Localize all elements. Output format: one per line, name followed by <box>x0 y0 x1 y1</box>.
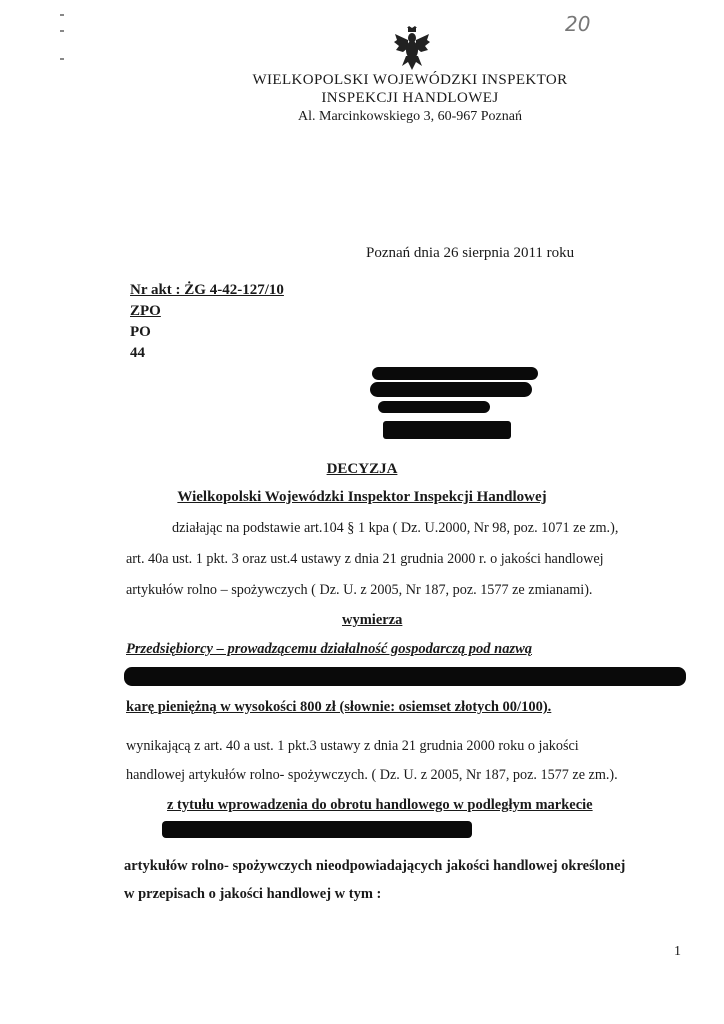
body-line-bold: w przepisach o jakości handlowej w tym : <box>124 886 382 902</box>
body-line: działając na podstawie art.104 § 1 kpa ( Dz. U.2000, Nr 98, poz. 1071 ze zm.), <box>172 520 619 536</box>
body-line: artykułów rolno- spożywczych nieodpowiadających jakości handlowej określonej <box>124 858 626 874</box>
entrepreneur-line: Przedsiębiorcy – prowadzącemu działalność gospodarczą pod nazwą <box>126 641 533 657</box>
header-inspection-title: INSPEKCJI HANDLOWEJ <box>321 90 499 106</box>
body-line: handlowej artykułów rolno- spożywczych. ( Dz. U. z 2005, Nr 187, poz. 1577 ze zm.). <box>126 767 618 783</box>
redaction-bar <box>162 821 472 838</box>
redaction-bar <box>372 367 538 380</box>
case-number: Nr akt : ŻG 4-42-127/10 <box>130 282 284 298</box>
redaction-bar <box>383 421 511 439</box>
ref-number: 44 <box>130 345 145 361</box>
body-line: wynikającą z art. 40 a ust. 1 pkt.3 ustawy z dnia 21 grudnia 2000 roku o jakości <box>126 738 579 754</box>
body-line: art. 40a ust. 1 pkt. 3 oraz ust.4 ustawy z dnia 21 grudnia 2000 r. o jakości handlowej <box>126 551 604 567</box>
handwritten-page-mark: 20 <box>565 12 591 36</box>
redaction-bar <box>124 667 686 686</box>
body-line: artykułów rolno – spożywczych ( Dz. U. z 2005, Nr 187, poz. 1577 ze zmianami). <box>126 582 593 598</box>
header-inspector-title: WIELKOPOLSKI WOJEWÓDZKI INSPEKTOR <box>252 72 568 88</box>
margin-mark <box>60 58 64 60</box>
document-date: Poznań dnia 26 sierpnia 2011 roku <box>366 245 575 261</box>
redaction-bar <box>370 382 532 397</box>
polish-eagle-emblem <box>393 26 431 72</box>
body-line <box>124 886 381 903</box>
header-address: Al. Marcinkowskiego 3, 60-967 Poznań <box>298 109 522 124</box>
margin-mark <box>60 14 64 16</box>
decision-title: DECYZJA <box>326 461 398 477</box>
page-number: 1 <box>674 944 681 959</box>
reason-line: z tytułu wprowadzenia do obrotu handlowego w podległym markecie <box>167 797 593 813</box>
ref-zpo: ZPO <box>130 303 161 319</box>
penalty-amount: karę pieniężną w wysokości 800 zł (słownie: osiemset złotych 00/100). <box>126 699 552 715</box>
ref-po: PO <box>130 324 151 340</box>
decision-authority: Wielkopolski Wojewódzki Inspektor Inspekcji Handlowej <box>177 489 547 505</box>
margin-mark <box>60 30 64 32</box>
redaction-bar <box>378 401 490 413</box>
reference-block <box>130 280 284 364</box>
imposes-heading: wymierza <box>342 612 403 628</box>
